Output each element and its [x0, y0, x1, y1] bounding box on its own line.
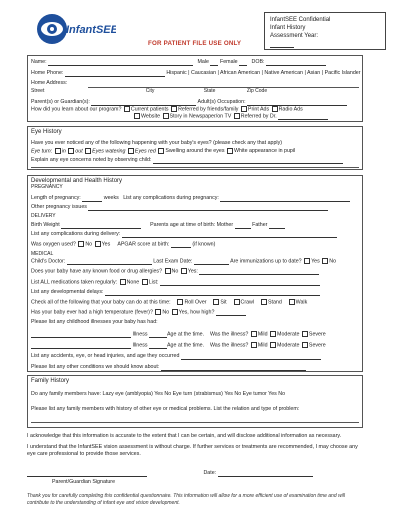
father-age-field[interactable]: [269, 223, 285, 229]
fever-field[interactable]: [216, 310, 246, 316]
patient-info-section: Name: Male Female DOB: Home Phone: Hispanic | Caucasian | African American | Native American | Asian | Pacific Islander Home Address: Street City State Zip Code Parent(s) or Guardian(s): Adult(s) Occupation: How did you learn about our program? Current patients Referred by friends/family Print Ads Radio Ads Website Story in Newspaper/on TV Referred by Dr.: [27, 55, 363, 122]
city-label: City: [145, 88, 155, 94]
immunizations-no-checkbox[interactable]: [322, 258, 328, 264]
allergies-yes-checkbox[interactable]: [181, 268, 187, 274]
parents-field[interactable]: [91, 100, 196, 106]
severe-checkbox[interactable]: [302, 342, 308, 348]
pregnancy-length-field[interactable]: [82, 196, 102, 202]
doctor-field[interactable]: [67, 259, 152, 265]
moderate-checkbox[interactable]: [270, 342, 276, 348]
white-pupil-checkbox[interactable]: [227, 148, 233, 154]
mild-checkbox[interactable]: [251, 331, 257, 337]
heard-about-label: How did you learn about our program?: [31, 106, 122, 113]
male-field[interactable]: [210, 60, 218, 66]
male-label: Male: [197, 59, 209, 65]
allergies-field[interactable]: [199, 269, 319, 275]
name-field[interactable]: [48, 60, 193, 66]
family-q2: Please list any family members with history of other eye or medical problems. List the relation and type of problem:: [31, 406, 300, 412]
mother-age-field[interactable]: [235, 223, 251, 229]
parents-label: Parent(s) or Guardian(s):: [31, 99, 90, 105]
illness-field[interactable]: [31, 332, 131, 338]
svg-text:InfantSEE: InfantSEE: [66, 24, 116, 36]
moderate-checkbox[interactable]: [270, 331, 276, 337]
home-address-label: Home Address:: [31, 80, 68, 86]
other-issues-field[interactable]: [88, 205, 328, 211]
eye-turn-in-checkbox[interactable]: [55, 148, 61, 154]
swelling-checkbox[interactable]: [158, 148, 164, 154]
signature-field[interactable]: [27, 471, 147, 477]
dev-title: Developmental and Health History: [31, 178, 123, 184]
confidential-line1: InfantSEE Confidential: [270, 17, 331, 23]
allergies-no-checkbox[interactable]: [165, 268, 171, 274]
other-conditions-field[interactable]: [161, 365, 306, 371]
infantsee-logo: [36, 12, 116, 46]
accidents-field[interactable]: [181, 354, 321, 360]
src-checkbox[interactable]: [163, 113, 169, 119]
referred-dr-field[interactable]: [278, 114, 328, 120]
birth-weight-field[interactable]: [61, 223, 141, 229]
confidential-line2: Infant History: [270, 25, 306, 32]
ethnicity-options[interactable]: Hispanic | Caucasian | African American | Native American | Asian | Pacific Islander: [166, 70, 361, 76]
eye-history-question: Have you ever noticed any of the following happening with your baby's eyes? (please check any that apply): [31, 140, 282, 146]
src-checkbox[interactable]: [134, 113, 140, 119]
oxygen-no-checkbox[interactable]: [78, 241, 84, 247]
sit-checkbox[interactable]: [213, 299, 219, 305]
oxygen-yes-checkbox[interactable]: [95, 241, 101, 247]
female-field[interactable]: [239, 60, 247, 66]
state-label: State: [203, 88, 216, 94]
female-label: Female: [219, 59, 238, 65]
walk-checkbox[interactable]: [289, 299, 295, 305]
medications-field[interactable]: [160, 280, 320, 286]
signature-label: Parent/Guardian Signature: [52, 478, 116, 485]
fever-yes-checkbox[interactable]: [172, 309, 178, 315]
acknowledgement-1: I acknowledge that this information is accurate to the extent that I can be certain, and will disclose additional information as necessary.: [27, 433, 342, 439]
eye-history-title: Eye History: [31, 129, 62, 135]
assessment-year-field[interactable]: [270, 42, 294, 48]
illness-age-field[interactable]: [149, 343, 167, 349]
delays-field[interactable]: [105, 290, 320, 296]
patient-file-note: FOR PATIENT FILE USE ONLY: [148, 40, 242, 47]
family-history-section: [27, 375, 363, 428]
assessment-year-label: Assessment Year:: [270, 33, 319, 40]
last-exam-field[interactable]: [194, 259, 229, 265]
red-checkbox[interactable]: [128, 148, 134, 154]
dob-field[interactable]: [266, 60, 326, 66]
eye-turn-out-checkbox[interactable]: [68, 148, 74, 154]
fever-no-checkbox[interactable]: [155, 309, 161, 315]
stand-checkbox[interactable]: [261, 299, 267, 305]
acknowledgement-2: I understand that the InfantSEE vision assessment is without charge. If further services or treatments are recommended, I may choose any eye care professional to provide those services.: [27, 444, 358, 458]
illness-age-field[interactable]: [149, 332, 167, 338]
home-phone-label: Home Phone:: [31, 70, 64, 76]
confidential-box: [264, 12, 386, 50]
illness-field[interactable]: [31, 343, 131, 349]
zip-label: Zip Code: [246, 88, 268, 94]
pregnancy-complications-field[interactable]: [220, 196, 350, 202]
mild-checkbox[interactable]: [251, 342, 257, 348]
developmental-section: Developmental and Health History PREGNANCY Length of pregnancy: weeks List any complications during pregnancy: Other pregnancy issues DELIVERY Birth Weight Parents age at time of birth: Mother Father List any complications during delivery: Was oxygen used? No Yes APGAR score at birth: (if known) MEDICAL Child's Doctor: Last Exam Date: Are immunizations up to date? Yes No Does your baby have any known food or drug allergies? No Yes: List ALL medications taken regularly: None List: List any developmental delays: Check all of the following that your baby can do at this time: Roll Over Sit Crawl Stand Walk Has your baby ever had a high temperature (fever)? No Yes, how high? Please list any childhood illnesses your baby has had: Illness Age at the time. Was the illness? Mild Moderate Severe Illness Age at the time. Was the illness? Mild Moderate Severe List any accidents, eye, or head injuries, and age they occurred Please list any other conditions we should know about:: [27, 175, 363, 372]
footer-note: Thank you for carefully completing this confidential questionnaire. This information will allow for a more efficient use of examination time and will contribute to the understanding of infant eye and vision development.: [27, 493, 345, 506]
src-checkbox[interactable]: [272, 106, 278, 112]
medications-none-checkbox[interactable]: [120, 279, 126, 285]
apgar-field[interactable]: [171, 242, 191, 248]
home-phone-field[interactable]: [65, 71, 165, 77]
family-history-title: Family History: [31, 378, 70, 384]
explain-field[interactable]: [153, 158, 343, 164]
date-field[interactable]: [218, 471, 313, 477]
date-label: Date:: [203, 470, 217, 476]
dob-label: DOB:: [251, 59, 265, 65]
watering-checkbox[interactable]: [85, 148, 91, 154]
roll-checkbox[interactable]: [177, 299, 183, 305]
name-label: Name:: [31, 59, 47, 65]
family-q1: Do any family members have: Lazy eye (amblyopia) Yes No Eye turn (strabismus) Yes No Eye tumor Yes No: [31, 391, 286, 397]
crawl-checkbox[interactable]: [234, 299, 240, 305]
src-checkbox[interactable]: [171, 106, 177, 112]
explain-label: Explain any eye concerns noted by observing child:: [31, 157, 152, 163]
street-label: Street: [31, 88, 45, 94]
delivery-complications-field[interactable]: [122, 232, 337, 238]
signature-block: [27, 470, 363, 485]
occupation-field[interactable]: [247, 100, 347, 106]
severe-checkbox[interactable]: [302, 331, 308, 337]
occupation-label: Adult(s) Occupation:: [197, 99, 246, 105]
src-checkbox[interactable]: [234, 113, 240, 119]
eye-history-section: Eye History Have you ever noticed any of the following happening with your baby's eyes? (please check any that apply) Eye turn: in out Eyes watering Eyes red Swelling around the eyes White appearance in pupil Explain any eye concerns noted by observing child:: [27, 126, 363, 170]
src-checkbox[interactable]: [124, 106, 130, 112]
immunizations-yes-checkbox[interactable]: [304, 258, 310, 264]
src-checkbox[interactable]: [241, 106, 247, 112]
medications-list-checkbox[interactable]: [142, 279, 148, 285]
